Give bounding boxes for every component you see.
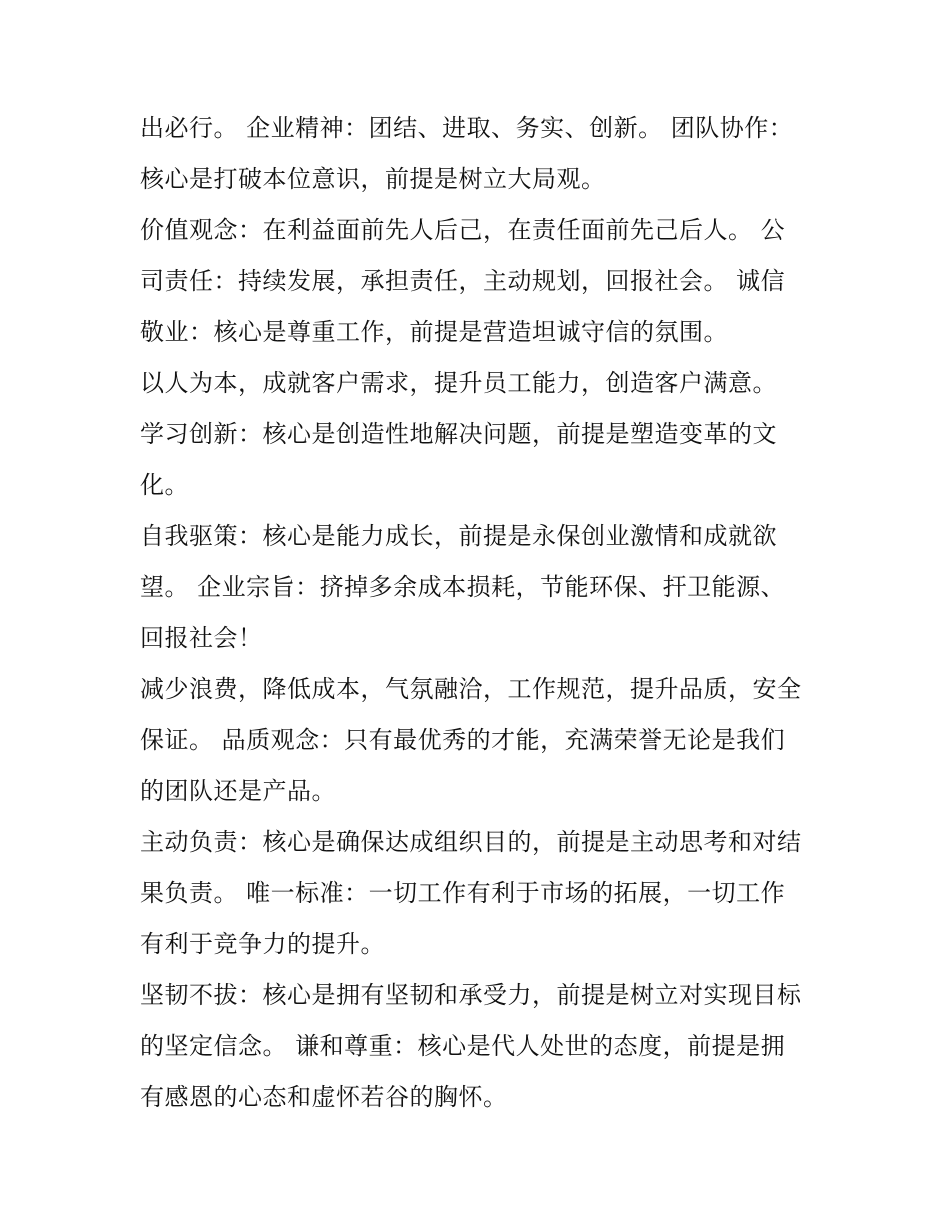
text-line: 果负责。 唯一标准：一切工作有利于市场的拓展，一切工作 — [140, 879, 786, 907]
text-line: 有利于竞争力的提升。 — [140, 930, 385, 958]
text-line: 核心是打破本位意识，前提是树立大局观。 — [140, 165, 606, 193]
text-line: 化。 — [140, 471, 189, 499]
text-line: 坚韧不拔：核心是拥有坚韧和承受力，前提是树立对实现目标 — [140, 981, 802, 1009]
document-body — [140, 103, 820, 1123]
text-line: 自我驱策：核心是能力成长，前提是永保创业激情和成就欲 — [140, 522, 777, 550]
text-line: 保证。 品质观念：只有最优秀的才能，充满荣誉无论是我们 — [140, 726, 786, 754]
text-line: 以人为本，成就客户需求，提升员工能力，创造客户满意。 — [140, 369, 777, 397]
text-line: 出必行。 企业精神：团结、进取、务实、创新。 团队协作： — [140, 114, 794, 142]
text-line: 减少浪费，降低成本，气氛融洽，工作规范，提升品质，安全 — [140, 675, 802, 703]
text-line: 敬业：核心是尊重工作，前提是营造坦诚守信的氛围。 — [140, 318, 728, 346]
text-line: 学习创新：核心是创造性地解决问题，前提是塑造变革的文 — [140, 420, 777, 448]
text-line: 的坚定信念。 谦和尊重：核心是代人处世的态度，前提是拥 — [140, 1032, 786, 1060]
text-line: 司责任：持续发展，承担责任，主动规划，回报社会。 诚信 — [140, 267, 786, 295]
text-line: 望。 企业宗旨：挤掉多余成本损耗，节能环保、扞卫能源、 — [140, 573, 786, 601]
text-line: 的团队还是产品。 — [140, 777, 336, 805]
text-line: 价值观念：在利益面前先人后己，在责任面前先己后人。 公 — [140, 216, 786, 244]
text-line: 回报社会！ — [140, 624, 263, 652]
text-line: 主动负责：核心是确保达成组织目的，前提是主动思考和对结 — [140, 828, 802, 856]
text-line: 有感恩的心态和虚怀若谷的胸怀。 — [140, 1083, 508, 1111]
